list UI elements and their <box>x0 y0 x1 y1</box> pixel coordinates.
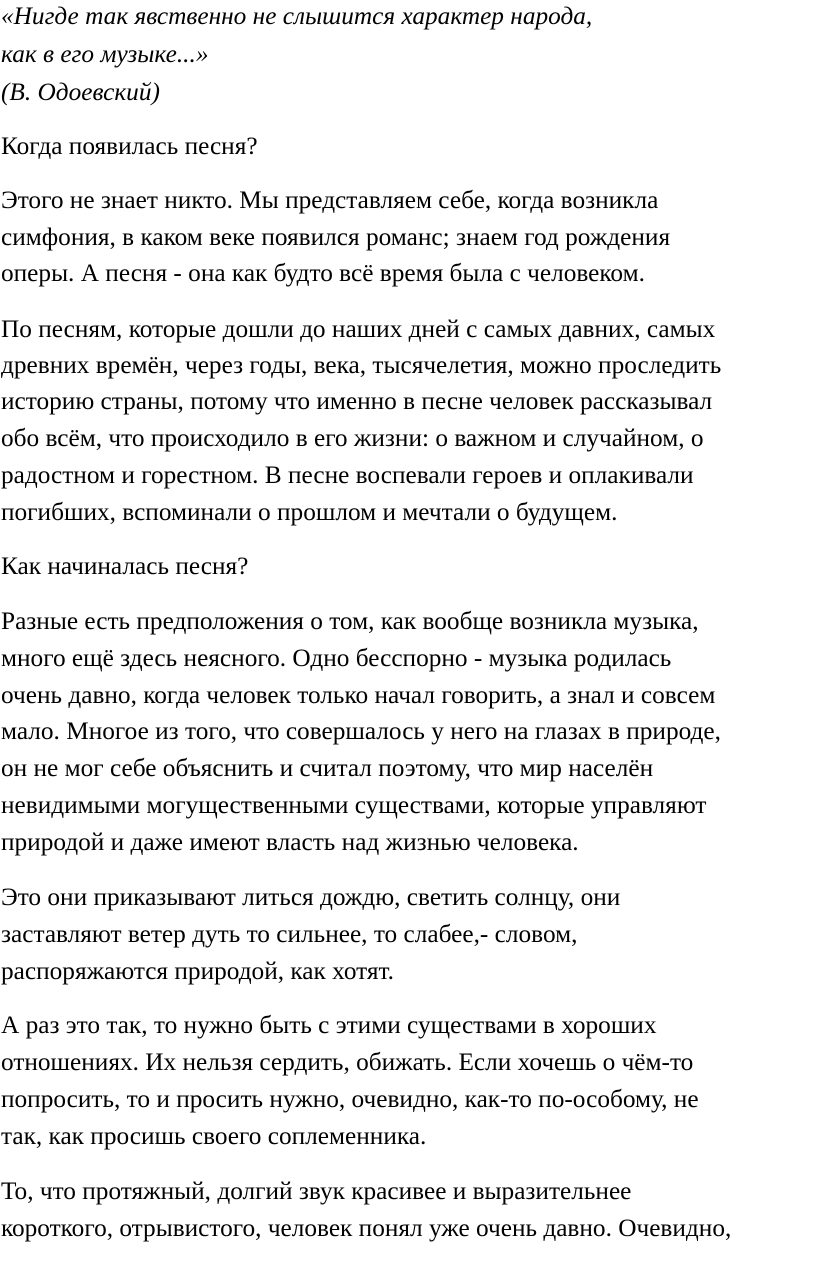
paragraph-line: заставляют ветер дуть то сильнее, то слабее,- словом, <box>1 920 578 948</box>
paragraph-line: попросить, то и просить нужно, очевидно, как-то по-особому, не <box>1 1085 699 1113</box>
paragraph-line: короткого, отрывистого, человек понял уже очень давно. Очевидно, <box>1 1214 732 1242</box>
paragraph-line: он не мог себе объяснить и считал поэтому, что мир населён <box>1 754 654 782</box>
epigraph-line: «Нигде так явственно не слышится характер народа, <box>1 2 593 30</box>
paragraph-line: Когда появилась песня? <box>1 132 258 160</box>
paragraph-line: Этого не знает никто. Мы представляем себе, когда возникла <box>1 186 659 214</box>
paragraph-line: погибших, вспоминали о прошлом и мечтали о будущем. <box>1 498 618 526</box>
paragraph-line: оперы. А песня - она как будто всё время была с человеком. <box>1 259 645 287</box>
paragraph-line: симфония, в каком веке появился романс; знаем год рождения <box>1 223 671 251</box>
paragraph-line: невидимыми могущественными существами, которые управляют <box>1 791 707 819</box>
paragraph-line: мало. Многое из того, что совершалось у него на глазах в природе, <box>1 717 721 745</box>
paragraph-line: очень давно, когда человек только начал говорить, а знал и совсем <box>1 681 716 709</box>
paragraph-line: много ещё здесь неясного. Одно бесспорно - музыка родилась <box>1 644 672 672</box>
paragraph-line: Разные есть предположения о том, как вообще возникла музыка, <box>1 607 699 635</box>
paragraph-line: радостном и горестном. В песне воспевали героев и оплакивали <box>1 461 694 489</box>
paragraph-line: Это они приказывают литься дождю, светить солнцу, они <box>1 883 621 911</box>
epigraph-author: (В. Одоевский) <box>1 78 160 106</box>
paragraph-line: То, что протяжный, долгий звук красивее и выразительнее <box>1 1177 632 1205</box>
paragraph-line: природой и даже имеют власть над жизнью человека. <box>1 828 579 856</box>
paragraph-line: По песням, которые дошли до наших дней с самых давних, самых <box>1 315 716 343</box>
paragraph-line: Как начиналась песня? <box>1 552 249 580</box>
paragraph-line: древних времён, через годы, века, тысячелетия, можно проследить <box>1 351 722 379</box>
paragraph-line: обо всём, что происходило в его жизни: о важном и случайном, о <box>1 424 704 452</box>
paragraph-line: так, как просишь своего соплеменника. <box>1 1122 427 1150</box>
paragraph-line: распоряжаются природой, как хотят. <box>1 957 394 985</box>
paragraph-line: историю страны, потому что именно в песне человек рассказывал <box>1 387 713 415</box>
paragraph-line: А раз это так, то нужно быть с этими существами в хороших <box>1 1011 657 1039</box>
epigraph-line: как в его музыке...» <box>1 40 209 68</box>
paragraph-line: отношениях. Их нельзя сердить, обижать. Если хочешь о чём-то <box>1 1048 694 1076</box>
